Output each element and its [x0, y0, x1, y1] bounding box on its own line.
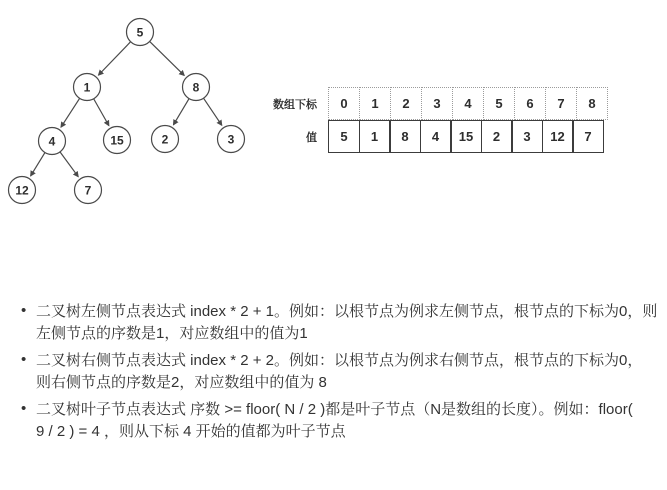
array-value-cell: 7: [572, 120, 604, 153]
note-line: 9 / 2 ) = 4 ，则从下标 4 开始的值都为叶子节点: [36, 423, 346, 440]
tree-node-2: [152, 126, 179, 153]
note-item: [21, 399, 667, 443]
note-item: [21, 350, 667, 394]
array-value-cell: 3: [511, 120, 543, 153]
tree-node-12: [9, 177, 36, 204]
tree-edge: [31, 153, 45, 176]
note-line: 左侧节点的序数是1，对应数组中的值为1: [36, 325, 308, 342]
tree-node-8: [183, 74, 210, 101]
tree-node-value: 5: [136, 25, 144, 40]
array-index-cell: 6: [514, 87, 546, 120]
array-representation: [256, 87, 608, 153]
array-value-cell: 12: [542, 120, 574, 153]
tree-edge: [61, 98, 80, 127]
array-value-cells: [328, 120, 604, 153]
array-index-row: [256, 87, 608, 120]
array-value-label: 值: [306, 131, 317, 144]
tree-node-3: [218, 126, 245, 153]
tree-node-value: 1: [83, 80, 91, 95]
tree-edge: [94, 99, 109, 126]
tree-node-value: 8: [192, 80, 200, 95]
note-line: 则右侧节点的序数是2，对应数组中的值为 8: [36, 374, 327, 391]
binary-tree-diagram: [0, 0, 256, 212]
array-index-cell: 4: [452, 87, 484, 120]
array-value-cell: 2: [481, 120, 513, 153]
tree-node-15: [104, 127, 131, 154]
array-value-row: [256, 120, 608, 153]
array-index-cell: 0: [328, 87, 360, 120]
bullet-icon: •: [21, 400, 27, 417]
tree-node-4: [39, 128, 66, 155]
array-value-cell: 1: [359, 120, 391, 153]
note-line: 二叉树叶子节点表达式 序数 >= floor( N / 2 )都是叶子节点（N是数组的长度）。例如：floor(: [36, 401, 633, 418]
tree-edge: [204, 98, 222, 125]
tree-node-value: 7: [84, 183, 92, 198]
bullet-icon: •: [21, 302, 27, 319]
array-index-cell: 8: [576, 87, 608, 120]
bullet-icon: •: [21, 351, 27, 368]
tree-edge: [173, 99, 189, 125]
tree-node-value: 4: [48, 134, 56, 149]
tree-node-5: [127, 19, 154, 46]
array-value-cell: 8: [389, 120, 421, 153]
array-value-cell: 5: [328, 120, 360, 153]
array-value-cell: 15: [450, 120, 482, 153]
array-index-cell: 7: [545, 87, 577, 120]
array-index-cell: 3: [421, 87, 453, 120]
tree-node-value: 12: [15, 183, 29, 198]
array-index-cell: 5: [483, 87, 515, 120]
tree-edge: [60, 152, 78, 177]
tree-edge: [150, 41, 185, 75]
array-value-cell: 4: [420, 120, 452, 153]
tree-node-7: [75, 177, 102, 204]
tree-node-value: 3: [227, 132, 235, 147]
array-index-label: 数组下标: [273, 98, 317, 111]
array-index-cell: 2: [390, 87, 422, 120]
tree-node-value: 15: [110, 133, 124, 148]
tree-node-value: 2: [161, 132, 169, 147]
tree-edge: [98, 42, 130, 75]
note-item: [21, 301, 667, 345]
tree-node-1: [74, 74, 101, 101]
note-line: 二叉树右侧节点表达式 index * 2 + 2。例如：以根节点为例求右侧节点，根节点的下标为0，: [36, 352, 643, 369]
note-line: 二叉树左侧节点表达式 index * 2 + 1。例如：以根节点为例求左侧节点，根节点的下标为0，则: [36, 303, 658, 320]
notes-list: [21, 301, 667, 448]
array-index-cell: 1: [359, 87, 391, 120]
tree-edges: [31, 41, 222, 176]
array-index-cells: [328, 87, 608, 120]
